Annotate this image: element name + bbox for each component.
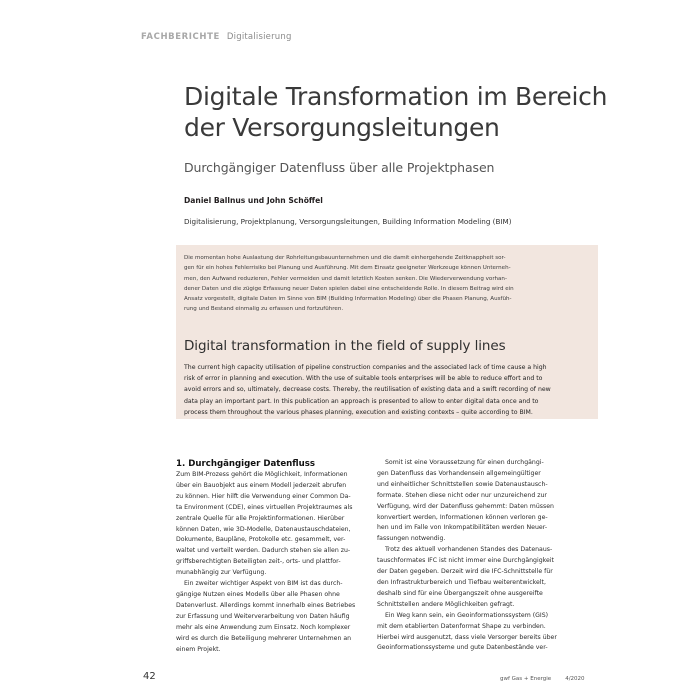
body-line: konvertiert werden, Informationen können verloren ge-	[377, 513, 548, 521]
body-line: zur Erfassung und Weiterverarbeitung von Daten häufig	[176, 612, 350, 620]
section-label: FACHBERICHTE	[141, 32, 220, 42]
abstract-english	[184, 362, 594, 418]
article-subtitle: Durchgängiger Datenfluss über alle Projektphasen	[184, 160, 495, 175]
section-heading: 1. Durchgängiger Datenfluss	[176, 459, 316, 469]
english-title: Digital transformation in the field of supply lines	[184, 338, 506, 354]
body-line: Hierbei wird ausgenutzt, dass viele Versorger bereits über	[377, 633, 557, 641]
body-line: Somit ist eine Voraussetzung für einen durchgängi-	[385, 459, 544, 466]
body-line: Schnittstellen andere Möglichkeiten gefragt.	[377, 600, 515, 608]
body-line: über ein Bauobjekt aus einem Modell jederzeit abrufen	[176, 481, 347, 489]
running-header	[141, 32, 292, 42]
abstract-line: risk of error in planning and execution. With the use of suitable tools enterprises will be able to reduce effort and to	[184, 375, 543, 383]
abstract-line: data play an important part. In this publication an approach is presented to allow to enter digital data once and to	[184, 397, 539, 405]
abstract-line: avoid errors and so, ultimately, decrease costs. Thereby, the reutilisation of existing data and a swift recording of new	[184, 386, 551, 394]
body-line: griffsberechtigten Beteiligten zeit-, orts- und plattfor-	[176, 558, 341, 566]
body-line: und einheitlicher Schnittstellen sowie Datenaustausch-	[377, 480, 548, 488]
page-number: 42	[143, 671, 156, 682]
body-line: mit dem etablierten Datenformat Shape zu verbinden.	[377, 622, 546, 630]
body-line: mehr als eine Anwendung zum Einsatz. Noch komplexer	[176, 623, 351, 631]
body-line: munabhängig zur Verfügung.	[176, 569, 267, 577]
abstract-line: gen für ein hohes Fehlerrisiko bei Planung und Ausführung. Mit dem Einsatz geeigneter Werkzeuge können Unterneh-	[184, 265, 511, 272]
body-line: Ein Weg kann sein, ein Geoinformationssystem (GIS)	[385, 611, 549, 619]
body-line: zu können. Hier hilft die Verwendung einer Common Da-	[176, 492, 351, 500]
body-line: Verfügung, wird der Datenfluss gehemmt: Daten müssen	[377, 502, 554, 510]
body-line: den Infrastrukturbereich und Tiefbau weiterentwickelt,	[377, 578, 546, 586]
body-line: der Daten gegeben. Derzeit wird die IFC-Schnittstelle für	[377, 568, 553, 576]
body-line: Zum BIM-Prozess gehört die Möglichkeit, Informationen	[176, 471, 348, 478]
abstract-german	[184, 253, 594, 315]
issue-number: 4/2020	[565, 676, 585, 682]
journal-name: gwf Gas + Energie	[500, 676, 552, 682]
authors: Daniel Ballnus und John Schöffel	[184, 196, 323, 205]
subsection-label: Digitalisierung	[226, 32, 292, 42]
body-line: Geoinformationssysteme und gute Datenbestände ver-	[377, 644, 548, 652]
keywords: Digitalisierung, Projektplanung, Versorgungsleitungen, Building Information Modeling (BIM)	[184, 217, 512, 226]
body-line: gen Datenfluss das Vorhandensein allgemeingültiger	[377, 469, 541, 477]
abstract-line: dener Daten und die zügige Erfassung neuer Daten spielen dabei eine entscheidende Rolle. In diesem Beitrag wird ein	[184, 285, 514, 292]
article-title	[184, 81, 624, 143]
body-column-right	[377, 458, 560, 654]
body-line: wird es durch die Beteiligung mehrerer Unternehmen an	[176, 634, 352, 642]
body-line: gängige Nutzen eines Modells über alle Phasen ohne	[176, 590, 340, 598]
body-line: Datenverlust. Allerdings kommt innerhalb eines Betriebes	[176, 601, 356, 609]
body-line: ta Environment (CDE), eines virtuellen Projektraumes als	[176, 503, 353, 511]
body-line: hen und im Falle von Inkompatibilitäten werden Neuer-	[377, 524, 548, 532]
body-column-left	[176, 458, 359, 655]
body-line: können Daten, wie 3D-Modelle, Datenaustauschdateien,	[176, 525, 351, 533]
body-line: Dokumente, Baupläne, Protokolle etc. gesammelt, ver-	[176, 536, 346, 544]
body-line: formate. Stehen diese nicht oder nur unzureichend zur	[377, 491, 547, 499]
abstract-line: The current high capacity utilisation of pipeline construction companies and the associated lack of time cause a high	[184, 364, 547, 371]
body-line: deshalb sind für eine Übergangszeit ohne ausgereifte	[377, 589, 543, 597]
title-line: Digitale Transformation im Bereich	[184, 82, 608, 111]
title-line: der Versorgungsleitungen	[184, 113, 500, 142]
abstract-line: Die momentan hohe Auslastung der Rohrleitungsbauunternehmen und die damit einhergehende Zeitknappheit sor-	[184, 255, 506, 261]
abstract-line: Ansatz vorgestellt, digitale Daten im Sinne von BIM (Building Information Modeling) über die Phasen Planung, Ausfüh-	[184, 296, 512, 303]
abstract-line: men, den Aufwand reduzieren, Fehler vermeiden und damit letztlich Kosten senken. Die Wiederverwendung vorhan-	[184, 275, 507, 282]
abstract-line: rung und Bestand einmalig zu erfassen und fortzuführen.	[184, 306, 344, 313]
body-line: waltet und verteilt werden. Dadurch stehen sie allen zu-	[176, 547, 351, 555]
body-line: fassungen notwendig.	[377, 535, 446, 543]
body-line: zentrale Quelle für alle Projektinformationen. Hierüber	[176, 514, 345, 522]
body-line: Ein zweiter wichtiger Aspekt von BIM ist das durch-	[184, 580, 343, 588]
body-line: einem Projekt.	[176, 645, 221, 653]
abstract-line: process them throughout the various phases planning, execution and existing contexts – quite according to BIM.	[184, 408, 533, 416]
body-line: Trotz des aktuell vorhandenen Standes des Datenaus-	[385, 546, 553, 554]
journal-footer	[500, 676, 585, 682]
body-line: tauschformates IFC ist nicht immer eine Durchgängigkeit	[377, 557, 554, 565]
